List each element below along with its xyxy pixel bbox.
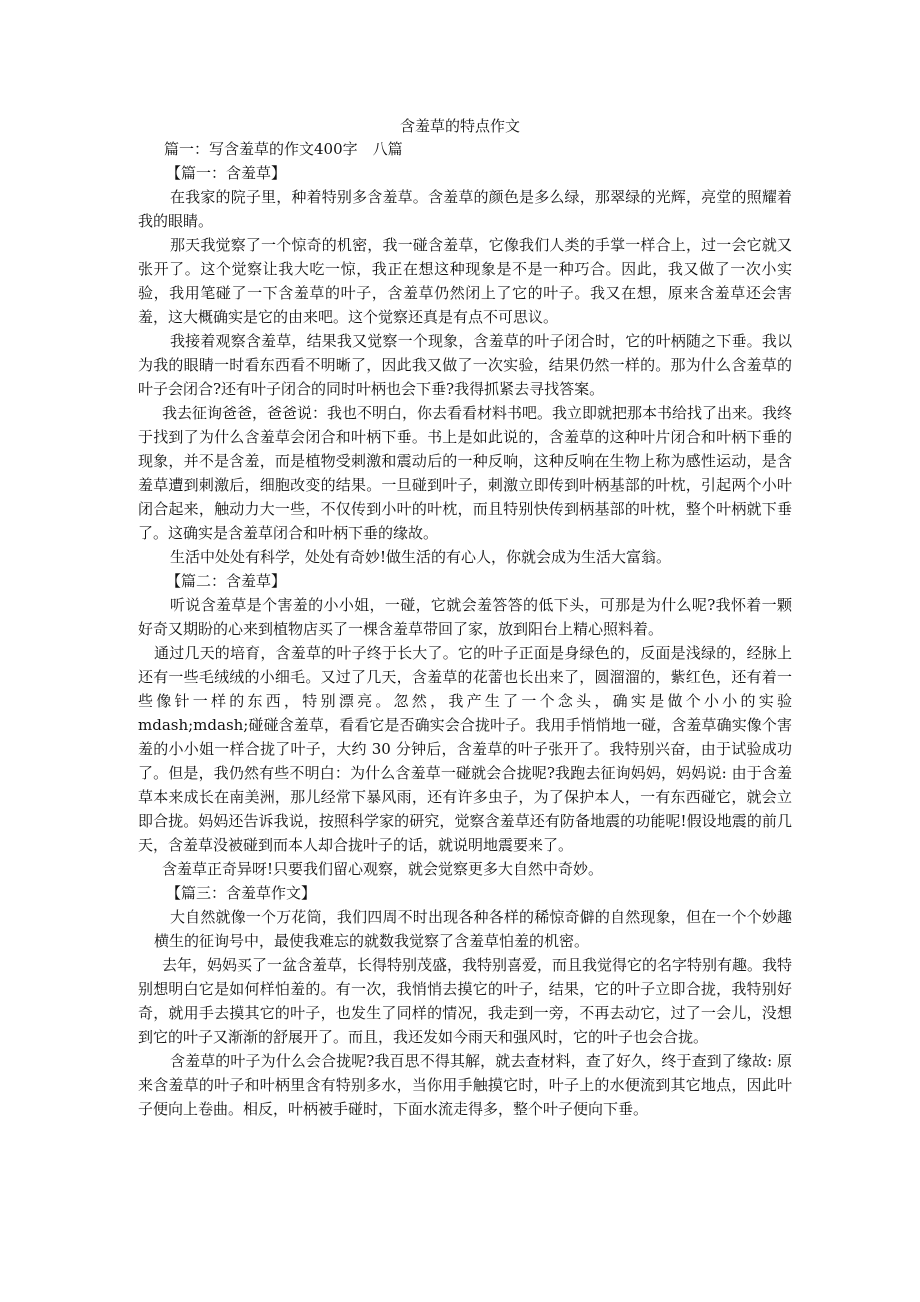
- paragraph: 含羞草的叶子为什么会合拢呢?我百思不得其解，就去查材料，查了好久，终于查到了缘故: 原来含羞草的叶子和叶柄里含有特别多水，当你用手触摸它时，叶子上的水便流到其它地点，因此叶子便向上卷曲。相反，叶柄被手碰时，下面水流走得多，整个叶子便向下垂。: [138, 1052, 792, 1118]
- paragraph: 我接着观察含羞草，结果我又觉察一个现象，含羞草的叶子闭合时，它的叶柄随之下垂。我以为我的眼睛一时看东西看不明晰了，因此我又做了一次实验，结果仍然一样的。那为什么含羞草的叶子会闭合?还有叶子闭合的同时叶柄也会下垂?我得抓紧去寻找答案。: [138, 332, 792, 398]
- page-title: 含羞草的特点作文: [399, 117, 520, 135]
- paragraph: 听说含羞草是个害羞的小小姐，一碰，它就会羞答答的低下头，可那是为什么呢?我怀着一颗好奇又期盼的心来到植物店买了一棵含羞草带回了家，放到阳台上精心照料着。: [138, 596, 792, 638]
- document-body: [138, 137, 792, 1121]
- paragraph: 去年，妈妈买了一盆含羞草，长得特别茂盛，我特别喜爱，而且我觉得它的名字特别有趣。我特别想明白它是如何样怕羞的。有一次，我悄悄去摸它的叶子，结果，它的叶子立即合拢，我特别好奇，就用手去摸其它的叶子，也发生了同样的情况，我走到一旁，不再去动它，过了一会儿，没想到它的叶子又渐渐的舒展开了。而且，我还发如今雨天和强风时，它的叶子也会合拢。: [138, 956, 793, 1046]
- section-heading-2: 【篇二：含羞草】: [166, 572, 287, 590]
- paragraph: 通过几天的培育，含羞草的叶子终于长大了。它的叶子正面是身绿色的，反面是浅绿的，经脉上还有一些毛绒绒的小细毛。又过了几天，含羞草的花蕾也长出来了，圆溜溜的，紫红色，还有着一些像针一样的东西，特别漂亮。忽然，我产生了一个念头，确实是做个小小的实验 mdash;mdash;碰碰含羞草，看看它是否确实会合拢叶子。我用手悄悄地一碰，含羞草确实像个害羞的小小姐一样合拢了叶子，大约 30 分钟后，含羞草的叶子张开了。我特别兴奋，由于试验成功了。但是，我仍然有些不明白：为什么含羞草一碰就会合拢呢?我跑去征询妈妈，妈妈说: 由于含羞草本来成长在南美洲，那儿经常下暴风雨，还有许多虫子，为了保护本人，一有东西碰它，就会立即合拢。妈妈还告诉我说，按照科学家的研究，觉察含羞草还有防备地震的功能呢!假设地震的前几天，含羞草没被碰到而本人却合拢叶子的话，就说明地震要来了。: [138, 644, 792, 854]
- paragraph: 生活中处处有科学，处处有奇妙!做生活的有心人，你就会成为生活大富翁。: [170, 548, 672, 566]
- paragraph: 我去征询爸爸，爸爸说：我也不明白，你去看看材料书吧。我立即就把那本书给找了出来。我终于找到了为什么含羞草会闭合和叶柄下垂。书上是如此说的，含羞草的这种叶片闭合和叶柄下垂的现象，并不是含羞，而是植物受刺激和震动后的一种反响，这种反响在生物上称为感性运动，是含羞草遭到刺激后，细胞改变的结果。一旦碰到叶子，刺激立即传到叶柄基部的叶枕，引起两个小叶闭合起来，触动力大一些，不仅传到小叶的叶枕，而且特别快传到柄基部的叶枕，整个叶柄就下垂了。这确实是含羞草闭合和叶柄下垂的缘故。: [138, 404, 793, 542]
- section-heading-1: 【篇一：含羞草】: [166, 164, 287, 182]
- document-subtitle: 篇一：写含羞草的作文400字 八篇: [164, 140, 403, 158]
- paragraph: 含羞草正奇异呀!只要我们留心观察，就会觉察更多大自然中奇妙。: [162, 860, 604, 878]
- section-heading-3: 【篇三：含羞草作文】: [166, 884, 317, 902]
- paragraph: 那天我觉察了一个惊奇的机密，我一碰含羞草，它像我们人类的手掌一样合上，过一会它就又张开了。这个觉察让我大吃一惊，我正在想这种现象是不是一种巧合。因此，我又做了一次小实验，我用笔碰了一下含羞草的叶子，含羞草仍然闭上了它的叶子。我又在想，原来含羞草还会害羞，这大概确实是它的由来吧。这个觉察还真是有点不可思议。: [138, 236, 792, 326]
- paragraph: 大自然就像一个万花筒，我们四周不时出现各种各样的稀惊奇僻的自然现象，但在一个个妙趣横生的征询号中，最使我难忘的就数我觉察了含羞草怕羞的机密。: [154, 908, 792, 950]
- paragraph: 在我家的院子里，种着特别多含羞草。含羞草的颜色是多么绿，那翠绿的光辉，亮堂的照耀着我的眼睛。: [138, 188, 792, 230]
